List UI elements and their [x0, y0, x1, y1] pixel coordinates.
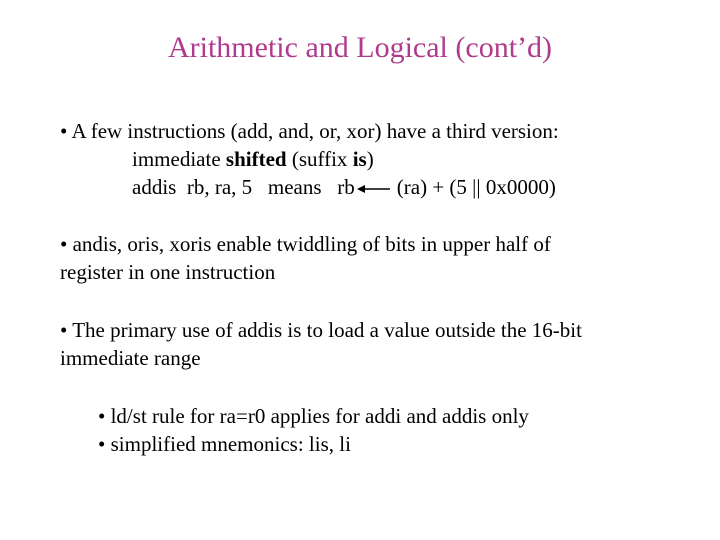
bullet-1-line-2-mid: (suffix [286, 147, 353, 171]
sub-bullet-ldst-rule: • ld/st rule for ra=r0 applies for addi and addis only [98, 404, 529, 428]
shifted-keyword: shifted [225, 147, 287, 171]
left-arrow-icon [357, 183, 391, 195]
bullet-2-line-2: register in one instruction [60, 260, 276, 284]
bullet-3-line-2: immediate range [60, 346, 201, 370]
addis-example-left: addis rb, ra, 5 means rb [132, 175, 355, 199]
bullet-1-line-1: • A few instructions (add, and, or, xor) have a third version: [60, 119, 559, 143]
sub-bullet-mnemonics: • simplified mnemonics: lis, li [98, 432, 351, 456]
slide-title: Arithmetic and Logical (cont’d) [167, 31, 553, 64]
is-suffix-keyword: is [352, 147, 367, 171]
bullet-1-line-2-end: ) [366, 147, 374, 171]
bullet-1-line-3 [132, 173, 556, 201]
addis-example-right: (ra) + (5 || 0x0000) [396, 175, 556, 199]
bullet-1-line-2-prefix: immediate [132, 147, 226, 171]
bullet-2-line-1: • andis, oris, xoris enable twiddling of bits in upper half of [60, 232, 551, 256]
bullet-3-line-1: • The primary use of addis is to load a value outside the 16-bit [60, 318, 582, 342]
bullet-1-line-2 [132, 145, 374, 173]
